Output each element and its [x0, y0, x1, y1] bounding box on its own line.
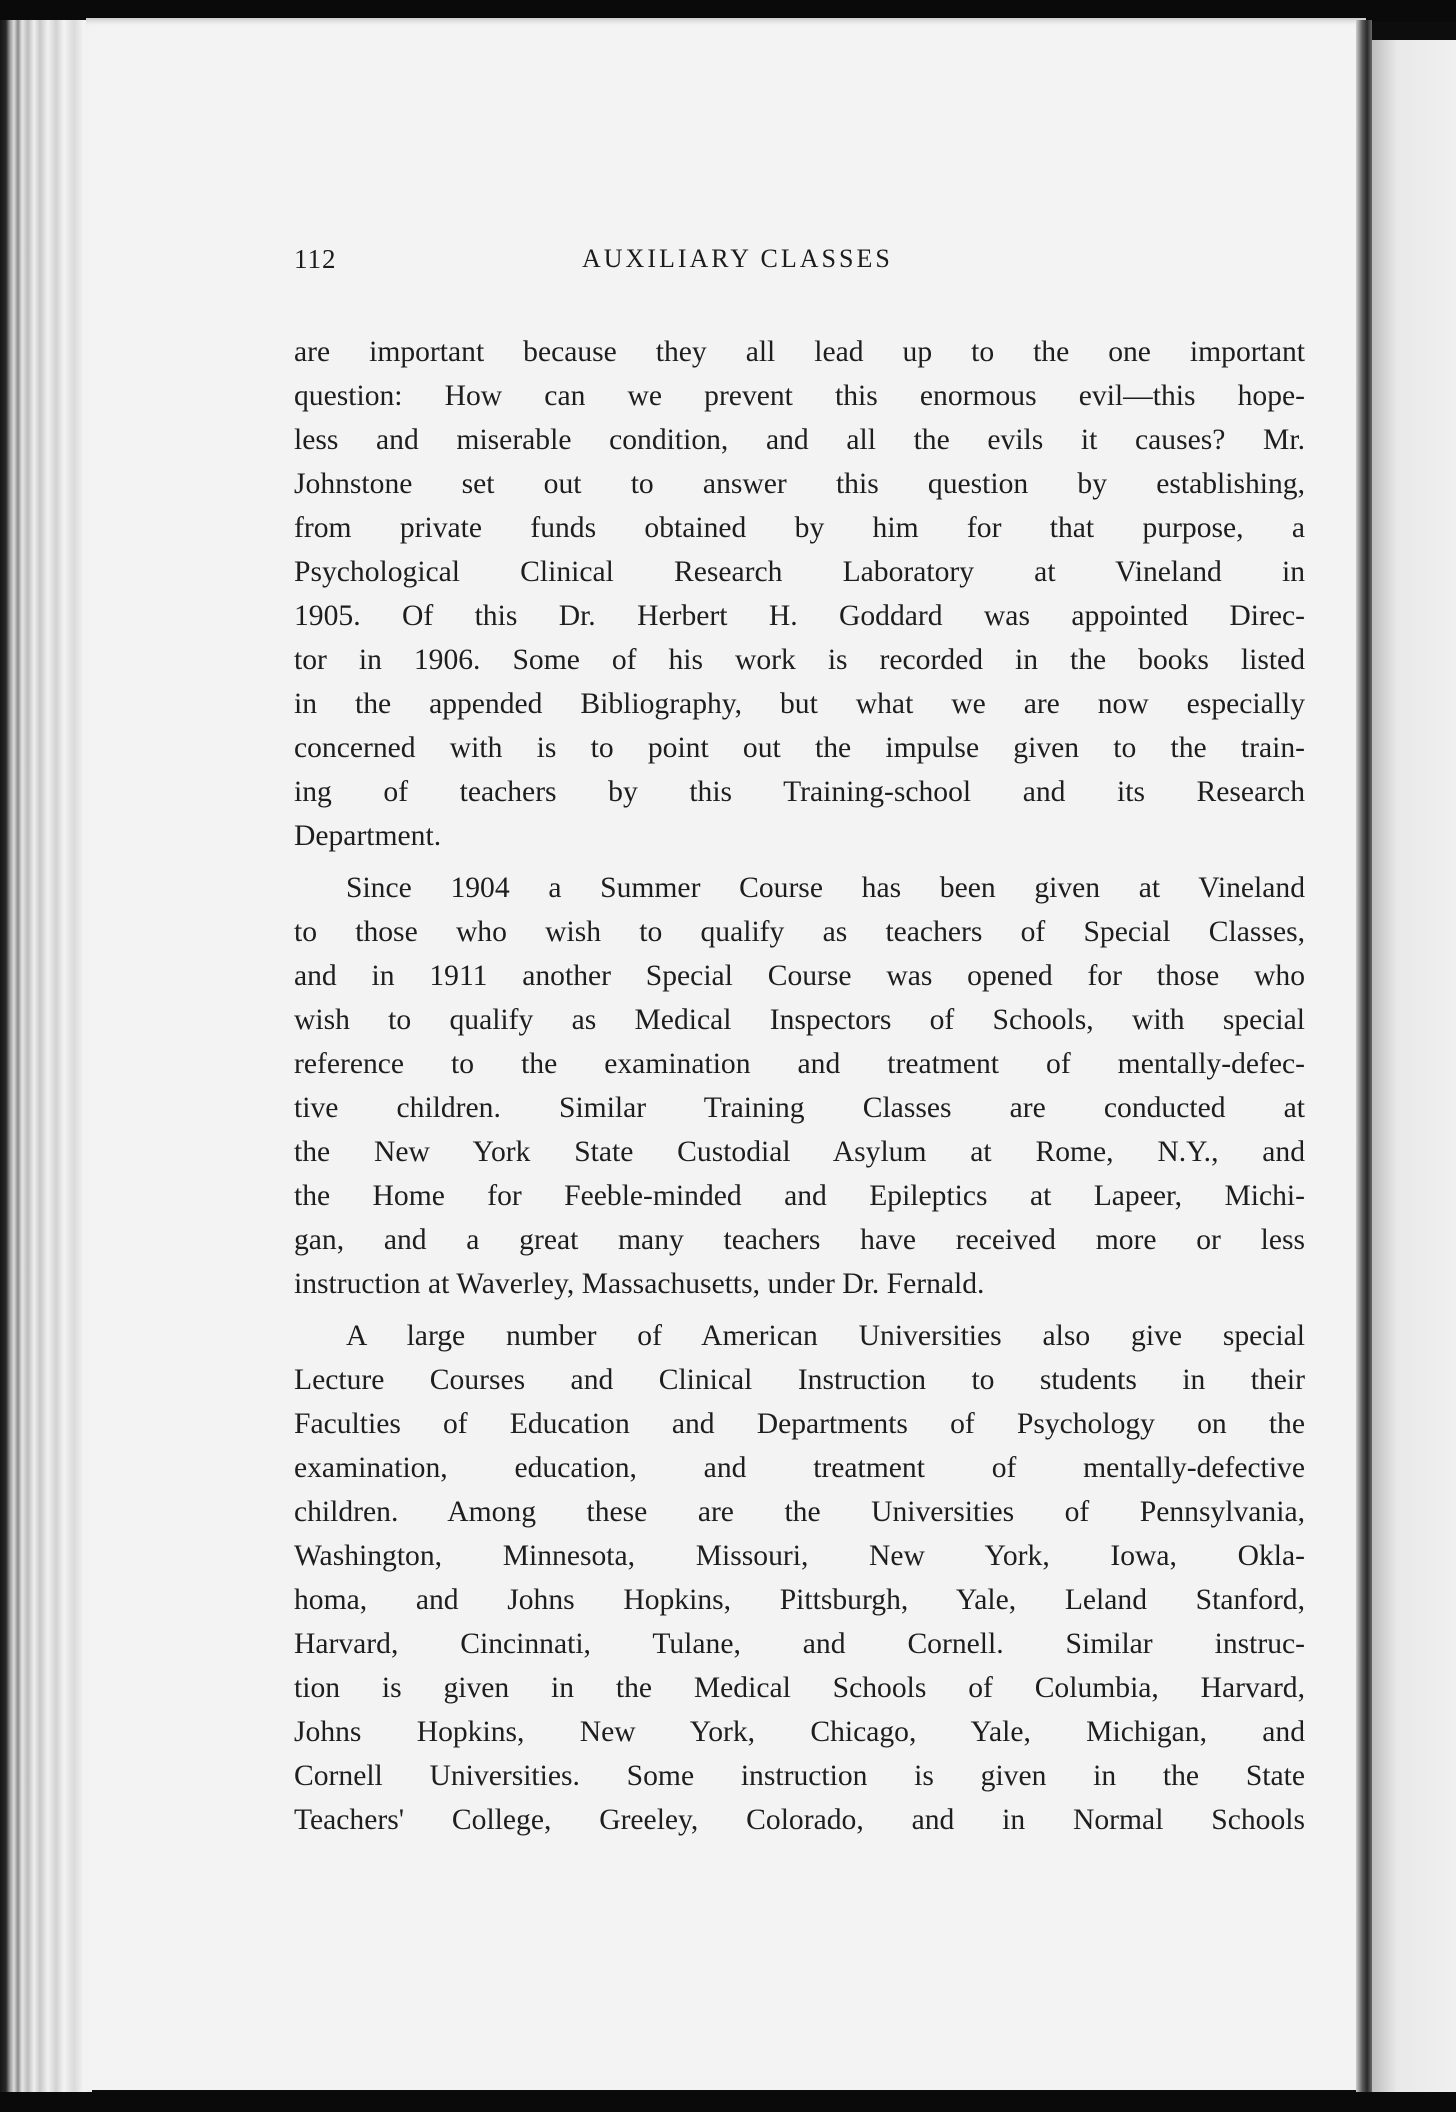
- text-line: the New York State Custodial Asylum at Rome, N.Y., and: [294, 1136, 1305, 1168]
- text-line: tor in 1906. Some of his work is recorded in the books listed: [294, 644, 1305, 676]
- book-page: [86, 18, 1366, 2090]
- text-line: from private funds obtained by him for that purpose, a: [294, 512, 1305, 544]
- text-line: the Home for Feeble-minded and Epileptics at Lapeer, Michi-: [294, 1180, 1305, 1212]
- body-text: [294, 330, 1305, 1850]
- page-number: 112: [294, 244, 337, 274]
- text-line: question: How can we prevent this enormous evil—this hope-: [294, 380, 1305, 412]
- stacked-page-edges: [0, 20, 92, 2092]
- text-line: and in 1911 another Special Course was opened for those who: [294, 960, 1305, 992]
- text-line: Psychological Clinical Research Laboratory at Vineland in: [294, 556, 1305, 588]
- text-line: homa, and Johns Hopkins, Pittsburgh, Yale, Leland Stanford,: [294, 1584, 1305, 1616]
- text-line: Teachers' College, Greeley, Colorado, and in Normal Schools: [294, 1804, 1305, 1836]
- paragraph-3: [294, 1314, 1305, 1842]
- text-line: Harvard, Cincinnati, Tulane, and Cornell. Similar instruc-: [294, 1628, 1305, 1660]
- next-page-edge: [1372, 40, 1456, 2092]
- text-line: gan, and a great many teachers have received more or less: [294, 1224, 1305, 1256]
- text-line: Johnstone set out to answer this question by establishing,: [294, 468, 1305, 500]
- text-line: concerned with is to point out the impulse given to the train-: [294, 732, 1305, 764]
- text-line: instruction at Waverley, Massachusetts, under Dr. Fernald.: [294, 1268, 985, 1300]
- text-line: to those who wish to qualify as teachers of Special Classes,: [294, 916, 1305, 948]
- text-line: A large number of American Universities also give special: [346, 1320, 1305, 1352]
- text-line: are important because they all lead up to the one important: [294, 336, 1305, 368]
- text-line: Since 1904 a Summer Course has been given at Vineland: [346, 872, 1305, 904]
- running-head: [86, 244, 1366, 284]
- text-line: Washington, Minnesota, Missouri, New York, Iowa, Okla-: [294, 1540, 1305, 1572]
- text-line: children. Among these are the Universities of Pennsylvania,: [294, 1496, 1305, 1528]
- text-line: 1905. Of this Dr. Herbert H. Goddard was appointed Direc-: [294, 600, 1305, 632]
- running-head-title: AUXILIARY CLASSES: [582, 244, 893, 273]
- text-line: less and miserable condition, and all the evils it causes? Mr.: [294, 424, 1305, 456]
- text-line: in the appended Bibliography, but what we are now especially: [294, 688, 1305, 720]
- text-line: reference to the examination and treatment of mentally-defec-: [294, 1048, 1305, 1080]
- text-line: tive children. Similar Training Classes are conducted at: [294, 1092, 1305, 1124]
- text-line: Department.: [294, 820, 442, 852]
- text-line: Faculties of Education and Departments of Psychology on the: [294, 1408, 1305, 1440]
- text-line: ing of teachers by this Training-school and its Research: [294, 776, 1305, 808]
- text-line: Lecture Courses and Clinical Instruction to students in their: [294, 1364, 1305, 1396]
- paragraph-2: [294, 866, 1305, 1306]
- paragraph-1: [294, 330, 1305, 858]
- text-line: Johns Hopkins, New York, Chicago, Yale, Michigan, and: [294, 1716, 1305, 1748]
- text-line: Cornell Universities. Some instruction is given in the State: [294, 1760, 1305, 1792]
- scan-bottom-border: [0, 2092, 1456, 2112]
- text-line: examination, education, and treatment of mentally-defective: [294, 1452, 1305, 1484]
- book-gutter-fold: [1356, 20, 1372, 2092]
- text-line: tion is given in the Medical Schools of Columbia, Harvard,: [294, 1672, 1305, 1704]
- text-line: wish to qualify as Medical Inspectors of Schools, with special: [294, 1004, 1305, 1036]
